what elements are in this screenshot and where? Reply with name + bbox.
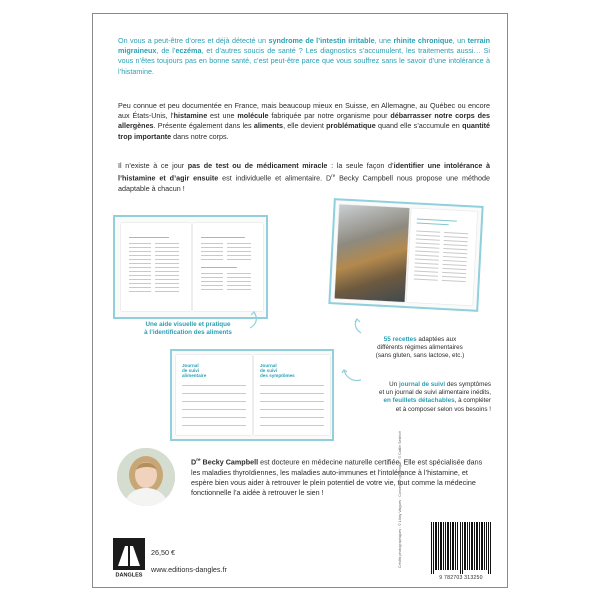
intro-paragraph: On vous a peut-être d’ores et déjà détecté un syndrome de l’intestin irritable, une rhinite chronique, un terrain migraineux, de l’eczéma, et d’autres soucis de santé ? Les diagnostics s’accumulent, les traitements aussi… Si vous n’êtes toujours pas en bonne santé, c’est peut-être parce que vous souffrez sans le savoir d’une intolérance à l’histamine. <box>118 36 490 76</box>
price: 26,50 € <box>151 548 175 557</box>
photo-credits: Crédits photographiques : © Libby Vaigues · Conception graphique : © Caitlin Sestrich <box>398 430 402 568</box>
publisher-website: www.editions-dangles.fr <box>151 565 227 574</box>
author-photo <box>117 448 175 506</box>
food-list-spread-image <box>113 215 268 319</box>
journal-caption: Un journal de suivi des symptômes et un journal de suivi alimentaire inédits, en feuillets détachables, à compléter et à composer selon vos besoins ! <box>378 381 491 413</box>
curved-arrow-icon <box>351 317 365 335</box>
method-paragraph: Il n’existe à ce jour pas de test ou de médicament miracle : la seule façon d’identifier une intolérance à l’histamine et d’agir ensuite est individuelle et alimentaire. Dre Becky Campbell nous propose une méthode adaptable à chacun ! <box>118 161 490 193</box>
svg-text:DANGLES: DANGLES <box>115 572 143 578</box>
book-back-cover <box>92 13 508 588</box>
recipe-spread-image <box>328 198 483 312</box>
symptom-journal-title: Journal de suivi des symptômes <box>260 363 295 379</box>
author-bio: Dre Becky Campbell est docteure en médecine naturelle certifiée. Elle est spécialisée dans les maladies thyroïdiennes, les maladies auto-immunes et l’intolérance à l’histamine, et espère bien vous aider à retrouver le plein potentiel de votre vie, tout comme la médecine fonctionnelle l’a aidée à retrouver le sien ! <box>191 457 483 497</box>
barcode-icon <box>429 522 493 574</box>
dangles-logo-icon <box>113 538 145 578</box>
food-journal-title: Journal de suivi alimentaire <box>182 363 207 379</box>
histamine-paragraph: Peu connue et peu documentée en France, mais beaucoup mieux en Suisse, en Allemagne, au Québec ou encore aux États-Unis, l’histamine est une molécule fabriquée par notre organisme pour débarrasser notre corps des allergènes. Présente également dans les aliments, elle devient problématique quand elle s’accumule en quantité trop importante dans notre corps. <box>118 101 491 141</box>
journal-spread-image <box>170 349 334 441</box>
food-aid-caption: Une aide visuelle et pratique à l’identification des aliments <box>144 321 232 337</box>
recipes-caption: 55 recettes adaptées aux différents régimes alimentaires (sans gluten, sans lactose, etc.) <box>375 336 465 360</box>
isbn-number: 9 782703 313250 <box>439 575 483 581</box>
